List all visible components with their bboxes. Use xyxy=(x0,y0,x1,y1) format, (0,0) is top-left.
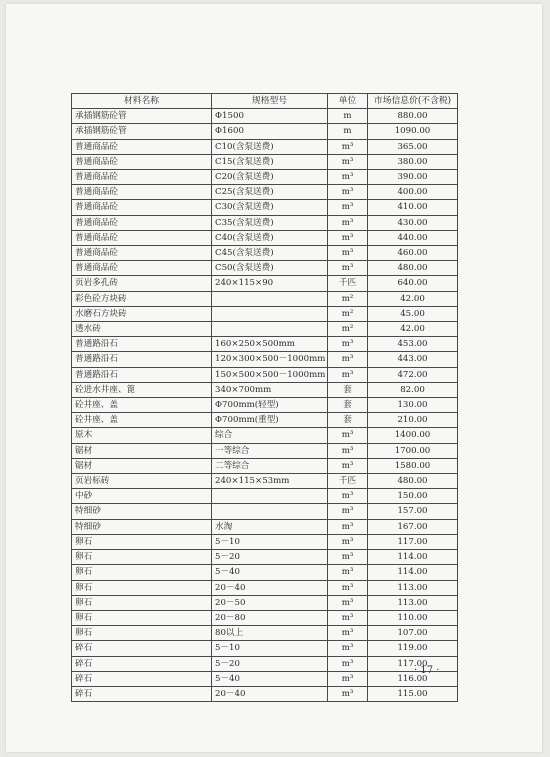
cell-material-name: 碎石 xyxy=(72,641,212,656)
cell-unit: m³ xyxy=(328,656,368,671)
table-row xyxy=(72,428,458,443)
header-spec-model: 规格型号 xyxy=(212,94,328,109)
cell-spec-model: C40(含泵送费) xyxy=(212,230,328,245)
cell-unit: m³ xyxy=(328,170,368,185)
cell-unit: m² xyxy=(328,291,368,306)
cell-unit: m³ xyxy=(328,185,368,200)
cell-price: 1090.00 xyxy=(368,124,458,139)
cell-price: 167.00 xyxy=(368,519,458,534)
cell-unit: m³ xyxy=(328,458,368,473)
page-number: · 17 · xyxy=(414,665,440,676)
cell-price: 117.00 xyxy=(368,656,458,671)
cell-unit: 千匹 xyxy=(328,474,368,489)
cell-material-name: 普通商品砼 xyxy=(72,261,212,276)
cell-material-name: 普通商品砼 xyxy=(72,170,212,185)
cell-spec-model: 5－20 xyxy=(212,550,328,565)
cell-spec-model: 5－40 xyxy=(212,565,328,580)
table-row xyxy=(72,443,458,458)
cell-material-name: 页岩多孔砖 xyxy=(72,276,212,291)
cell-price: 365.00 xyxy=(368,139,458,154)
table-row xyxy=(72,519,458,534)
table-row xyxy=(72,656,458,671)
cell-unit: m² xyxy=(328,322,368,337)
table-row xyxy=(72,139,458,154)
cell-spec-model: 120×300×500－1000mm xyxy=(212,352,328,367)
cell-material-name: 砼井座、盖 xyxy=(72,398,212,413)
cell-material-name: 卵石 xyxy=(72,626,212,641)
cell-spec-model: C15(含泵送费) xyxy=(212,154,328,169)
cell-spec-model: C35(含泵送费) xyxy=(212,215,328,230)
cell-spec-model: Φ700mm(重型) xyxy=(212,413,328,428)
table-header xyxy=(72,94,458,109)
cell-unit: m³ xyxy=(328,215,368,230)
cell-material-name: 水磨石方块砖 xyxy=(72,306,212,321)
cell-unit: m³ xyxy=(328,534,368,549)
cell-material-name: 卵石 xyxy=(72,565,212,580)
cell-unit: m³ xyxy=(328,641,368,656)
table-row xyxy=(72,565,458,580)
cell-spec-model: Φ700mm(轻型) xyxy=(212,398,328,413)
table-row xyxy=(72,154,458,169)
cell-unit: m³ xyxy=(328,230,368,245)
cell-unit: m³ xyxy=(328,595,368,610)
table-row xyxy=(72,291,458,306)
cell-spec-model: 一等综合 xyxy=(212,443,328,458)
cell-material-name: 普通商品砼 xyxy=(72,185,212,200)
cell-spec-model: 二等综合 xyxy=(212,458,328,473)
cell-material-name: 碎石 xyxy=(72,656,212,671)
cell-spec-model: C50(含泵送费) xyxy=(212,261,328,276)
cell-price: 130.00 xyxy=(368,398,458,413)
table-row xyxy=(72,185,458,200)
cell-price: 1400.00 xyxy=(368,428,458,443)
cell-unit: m³ xyxy=(328,504,368,519)
cell-unit: m³ xyxy=(328,337,368,352)
table-row xyxy=(72,504,458,519)
cell-unit: m³ xyxy=(328,610,368,625)
cell-spec-model: C20(含泵送费) xyxy=(212,170,328,185)
cell-spec-model: 综合 xyxy=(212,428,328,443)
table-row xyxy=(72,641,458,656)
cell-unit: m³ xyxy=(328,352,368,367)
table-body xyxy=(72,109,458,702)
cell-spec-model: 340×700mm xyxy=(212,382,328,397)
cell-unit: m³ xyxy=(328,565,368,580)
cell-material-name: 卵石 xyxy=(72,534,212,549)
cell-material-name: 卵石 xyxy=(72,580,212,595)
cell-spec-model: 240×115×53mm xyxy=(212,474,328,489)
cell-material-name: 特细砂 xyxy=(72,504,212,519)
cell-spec-model: 5－10 xyxy=(212,641,328,656)
cell-price: 443.00 xyxy=(368,352,458,367)
cell-price: 453.00 xyxy=(368,337,458,352)
cell-price: 390.00 xyxy=(368,170,458,185)
cell-spec-model xyxy=(212,306,328,321)
table-row xyxy=(72,109,458,124)
table-row xyxy=(72,398,458,413)
cell-price: 440.00 xyxy=(368,230,458,245)
cell-unit: m xyxy=(328,109,368,124)
cell-price: 119.00 xyxy=(368,641,458,656)
table-row xyxy=(72,322,458,337)
table-row xyxy=(72,626,458,641)
cell-price: 480.00 xyxy=(368,474,458,489)
cell-unit: m³ xyxy=(328,489,368,504)
cell-unit: m³ xyxy=(328,671,368,686)
cell-price: 472.00 xyxy=(368,367,458,382)
table-row xyxy=(72,170,458,185)
cell-spec-model: C25(含泵送费) xyxy=(212,185,328,200)
cell-unit: m² xyxy=(328,306,368,321)
cell-material-name: 普通路沿石 xyxy=(72,367,212,382)
cell-price: 110.00 xyxy=(368,610,458,625)
cell-unit: 千匹 xyxy=(328,276,368,291)
cell-unit: m³ xyxy=(328,154,368,169)
cell-unit: m³ xyxy=(328,519,368,534)
cell-material-name: 普通商品砼 xyxy=(72,246,212,261)
cell-price: 150.00 xyxy=(368,489,458,504)
cell-material-name: 普通商品砼 xyxy=(72,200,212,215)
cell-material-name: 砼进水井座、篦 xyxy=(72,382,212,397)
cell-unit: m³ xyxy=(328,246,368,261)
cell-spec-model: 80以上 xyxy=(212,626,328,641)
cell-unit: 套 xyxy=(328,413,368,428)
document-page xyxy=(6,4,542,752)
table-row xyxy=(72,580,458,595)
cell-price: 480.00 xyxy=(368,261,458,276)
cell-material-name: 彩色砼方块砖 xyxy=(72,291,212,306)
table-row xyxy=(72,215,458,230)
table-row xyxy=(72,686,458,701)
cell-unit: m³ xyxy=(328,139,368,154)
cell-spec-model xyxy=(212,504,328,519)
cell-spec-model: Φ1500 xyxy=(212,109,328,124)
cell-material-name: 透水砖 xyxy=(72,322,212,337)
cell-material-name: 锯材 xyxy=(72,458,212,473)
cell-material-name: 原木 xyxy=(72,428,212,443)
cell-unit: m³ xyxy=(328,686,368,701)
header-unit: 单位 xyxy=(328,94,368,109)
table-row xyxy=(72,413,458,428)
cell-spec-model: 5－10 xyxy=(212,534,328,549)
cell-price: 460.00 xyxy=(368,246,458,261)
cell-spec-model: 20－40 xyxy=(212,686,328,701)
cell-spec-model xyxy=(212,489,328,504)
cell-unit: m³ xyxy=(328,428,368,443)
table-row xyxy=(72,458,458,473)
table-row xyxy=(72,200,458,215)
cell-spec-model: 5－40 xyxy=(212,671,328,686)
cell-spec-model xyxy=(212,291,328,306)
table-row xyxy=(72,534,458,549)
cell-spec-model: 160×250×500mm xyxy=(212,337,328,352)
cell-material-name: 特细砂 xyxy=(72,519,212,534)
header-market-price: 市场信息价(不含税) xyxy=(368,94,458,109)
table-row xyxy=(72,610,458,625)
cell-price: 114.00 xyxy=(368,550,458,565)
cell-spec-model xyxy=(212,322,328,337)
cell-material-name: 承插钢筋砼管 xyxy=(72,109,212,124)
cell-spec-model: 20－50 xyxy=(212,595,328,610)
cell-price: 157.00 xyxy=(368,504,458,519)
cell-spec-model: 水淘 xyxy=(212,519,328,534)
cell-material-name: 普通商品砼 xyxy=(72,154,212,169)
cell-price: 116.00 xyxy=(368,671,458,686)
cell-unit: m³ xyxy=(328,626,368,641)
cell-material-name: 砼井座、盖 xyxy=(72,413,212,428)
table-row xyxy=(72,671,458,686)
cell-spec-model: 20－40 xyxy=(212,580,328,595)
cell-unit: m³ xyxy=(328,550,368,565)
cell-unit: m³ xyxy=(328,261,368,276)
header-material-name: 材料名称 xyxy=(72,94,212,109)
table-row xyxy=(72,276,458,291)
cell-price: 117.00 xyxy=(368,534,458,549)
table-row xyxy=(72,595,458,610)
cell-unit: 套 xyxy=(328,398,368,413)
cell-spec-model: Φ1600 xyxy=(212,124,328,139)
table-row xyxy=(72,352,458,367)
cell-unit: m³ xyxy=(328,443,368,458)
cell-material-name: 普通路沿石 xyxy=(72,337,212,352)
cell-price: 45.00 xyxy=(368,306,458,321)
table-row xyxy=(72,382,458,397)
cell-price: 210.00 xyxy=(368,413,458,428)
cell-price: 107.00 xyxy=(368,626,458,641)
cell-price: 1700.00 xyxy=(368,443,458,458)
cell-spec-model: 20－80 xyxy=(212,610,328,625)
table-row xyxy=(72,550,458,565)
cell-price: 42.00 xyxy=(368,322,458,337)
cell-price: 82.00 xyxy=(368,382,458,397)
cell-spec-model: 5－20 xyxy=(212,656,328,671)
price-table xyxy=(71,93,458,702)
cell-price: 1580.00 xyxy=(368,458,458,473)
cell-unit: m³ xyxy=(328,580,368,595)
cell-material-name: 承插钢筋砼管 xyxy=(72,124,212,139)
cell-price: 430.00 xyxy=(368,215,458,230)
cell-price: 114.00 xyxy=(368,565,458,580)
cell-material-name: 普通商品砼 xyxy=(72,139,212,154)
cell-unit: m xyxy=(328,124,368,139)
cell-spec-model: 240×115×90 xyxy=(212,276,328,291)
table-row xyxy=(72,489,458,504)
cell-price: 410.00 xyxy=(368,200,458,215)
cell-price: 640.00 xyxy=(368,276,458,291)
cell-material-name: 卵石 xyxy=(72,610,212,625)
cell-price: 115.00 xyxy=(368,686,458,701)
cell-price: 113.00 xyxy=(368,595,458,610)
cell-price: 400.00 xyxy=(368,185,458,200)
cell-material-name: 卵石 xyxy=(72,595,212,610)
table-row xyxy=(72,474,458,489)
cell-price: 380.00 xyxy=(368,154,458,169)
cell-material-name: 页岩标砖 xyxy=(72,474,212,489)
cell-spec-model: C10(含泵送费) xyxy=(212,139,328,154)
table-row xyxy=(72,367,458,382)
cell-material-name: 普通路沿石 xyxy=(72,352,212,367)
cell-material-name: 碎石 xyxy=(72,671,212,686)
table-row xyxy=(72,337,458,352)
cell-spec-model: 150×500×500－1000mm xyxy=(212,367,328,382)
table-row xyxy=(72,230,458,245)
cell-material-name: 普通商品砼 xyxy=(72,230,212,245)
cell-unit: m³ xyxy=(328,367,368,382)
cell-spec-model: C45(含泵送费) xyxy=(212,246,328,261)
cell-price: 42.00 xyxy=(368,291,458,306)
cell-unit: m³ xyxy=(328,200,368,215)
cell-material-name: 普通商品砼 xyxy=(72,215,212,230)
cell-material-name: 卵石 xyxy=(72,550,212,565)
cell-price: 880.00 xyxy=(368,109,458,124)
header-row xyxy=(72,94,458,109)
table-row xyxy=(72,261,458,276)
cell-material-name: 中砂 xyxy=(72,489,212,504)
cell-material-name: 碎石 xyxy=(72,686,212,701)
table-row xyxy=(72,124,458,139)
cell-price: 113.00 xyxy=(368,580,458,595)
table-row xyxy=(72,246,458,261)
cell-spec-model: C30(含泵送费) xyxy=(212,200,328,215)
cell-unit: 套 xyxy=(328,382,368,397)
cell-material-name: 锯材 xyxy=(72,443,212,458)
table-row xyxy=(72,306,458,321)
